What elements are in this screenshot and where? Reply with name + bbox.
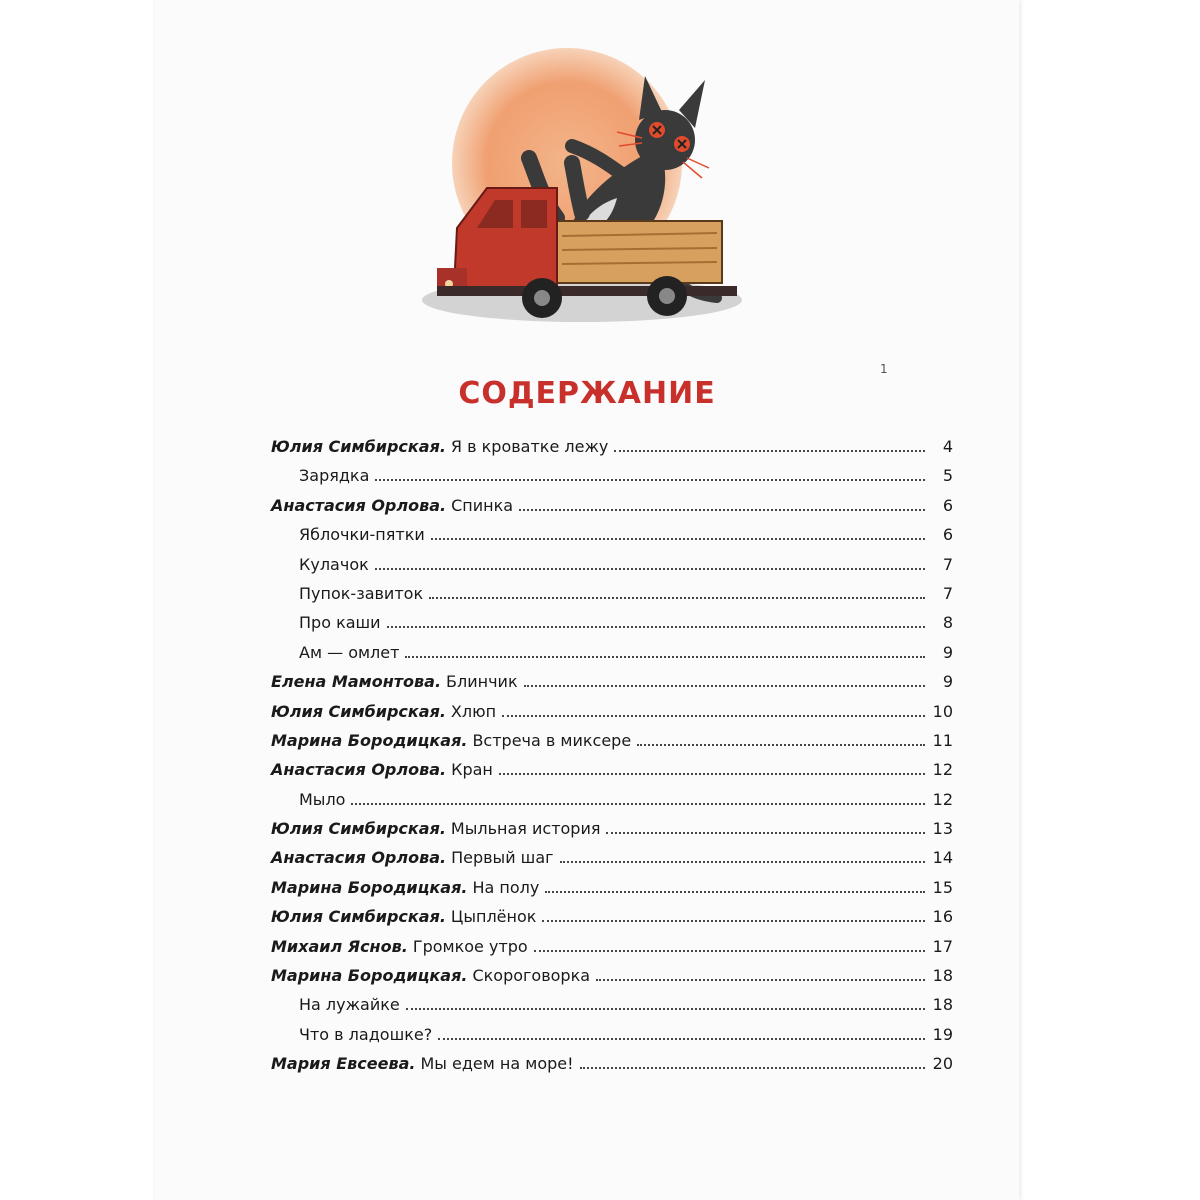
dot-leader (405, 656, 925, 658)
toc-page-number: 12 (932, 760, 953, 780)
toc-entry (271, 966, 953, 995)
toc-author: Марина Бородицкая. (271, 877, 468, 897)
toc-author: Мария Евсеева. (271, 1054, 416, 1074)
toc-entry (271, 937, 953, 966)
page-marker: 1 (880, 362, 888, 376)
dot-leader (351, 803, 925, 805)
dot-leader (596, 979, 925, 981)
toc-page-number: 7 (942, 554, 953, 574)
toc-entry-title: Громкое утро (412, 936, 528, 956)
toc-entry-title: Цыплёнок (450, 907, 537, 927)
toc-entry-title: Я в кроватке лежу (450, 437, 609, 456)
dot-leader (614, 450, 925, 452)
toc-entry-title: Кулачок (299, 554, 369, 574)
toc-entry (271, 525, 953, 554)
toc-entry-title: Скороговорка (472, 966, 591, 986)
toc-author: Елена Мамонтова. (271, 672, 442, 692)
toc-page-number: 6 (942, 495, 953, 515)
toc-entry-title: Кран (451, 760, 493, 780)
toc-entry (271, 907, 953, 936)
dot-leader (502, 715, 925, 717)
toc-page-number: 20 (932, 1054, 953, 1074)
toc-entry (271, 760, 953, 789)
toc-author: Юлия Симбирская. (271, 437, 446, 456)
toc-page-number: 16 (932, 907, 953, 927)
dot-leader (524, 685, 925, 687)
toc-page-number: 4 (942, 437, 953, 456)
dot-leader (438, 1038, 925, 1040)
toc-entry (271, 643, 953, 672)
toc-page-number: 18 (932, 995, 953, 1015)
dot-leader (499, 773, 925, 775)
toc-page-number: 13 (932, 819, 953, 839)
toc-page-number: 10 (932, 701, 953, 721)
toc-entry-title: Хлюп (450, 701, 497, 721)
cat-in-truck-illustration (417, 28, 747, 328)
toc-author: Марина Бородицкая. (271, 966, 468, 986)
toc-entry-title: Мы едем на море! (420, 1054, 574, 1074)
dot-leader (406, 1008, 925, 1010)
toc-author: Юлия Симбирская. (271, 701, 446, 721)
dot-leader (542, 920, 925, 922)
toc-entry-title: Встреча в миксере (472, 730, 632, 750)
dot-leader (375, 568, 925, 570)
toc-author: Анастасия Орлова. (271, 760, 447, 780)
toc-page-number: 18 (932, 966, 953, 986)
toc-entry (271, 878, 953, 907)
toc-page-number: 17 (932, 936, 953, 956)
toc-author: Анастасия Орлова. (271, 848, 447, 868)
toc-entry-title: Спинка (451, 495, 514, 515)
toc-entry (271, 555, 953, 584)
toc-entry-title: Мыло (299, 789, 346, 809)
dot-leader (431, 538, 925, 540)
dot-leader (637, 744, 925, 746)
toc-entry (271, 584, 953, 613)
toc-author: Юлия Симбирская. (271, 819, 446, 839)
toc-page-number: 7 (942, 583, 953, 603)
toc-entry (271, 731, 953, 760)
toc-entry-title: Что в ладошке? (299, 1024, 433, 1044)
toc-entry (271, 1054, 953, 1083)
toc-entry-title: Ам — омлет (299, 642, 400, 662)
dot-leader (534, 950, 925, 952)
toc-entry-title: Пупок-завиток (299, 583, 424, 603)
toc-entry-title: Мыльная история (450, 819, 601, 839)
toc-entry (271, 848, 953, 877)
toc-author: Юлия Симбирская. (271, 907, 446, 927)
toc-page-number: 9 (942, 672, 953, 692)
toc-entry (271, 466, 953, 495)
toc-page-number: 19 (932, 1024, 953, 1044)
toc-author: Марина Бородицкая. (271, 730, 468, 750)
toc-page-number: 11 (932, 730, 953, 750)
toc-page-number: 12 (932, 789, 953, 809)
dot-leader (606, 832, 925, 834)
dot-leader (519, 509, 925, 511)
toc-entry (271, 496, 953, 525)
dot-leader (387, 626, 925, 628)
toc-entry (271, 672, 953, 701)
toc-entry-title: Первый шаг (451, 848, 554, 868)
toc-entry (271, 790, 953, 819)
toc-entry (271, 613, 953, 642)
toc-page-number: 14 (932, 848, 953, 868)
toc-entry-title: На лужайке (299, 995, 400, 1015)
toc-entry-title: Блинчик (446, 672, 518, 692)
toc-entry-title: Зарядка (299, 466, 370, 486)
toc-entry (271, 702, 953, 731)
toc-entry (271, 1025, 953, 1054)
dot-leader (545, 891, 925, 893)
toc-entry (271, 995, 953, 1024)
toc-page-number: 5 (942, 466, 953, 486)
toc-entry (271, 437, 953, 466)
toc-entry-title: На полу (472, 877, 540, 897)
toc-page-number: 6 (942, 525, 953, 545)
toc-entry-title: Про каши (299, 613, 381, 633)
dot-leader (580, 1067, 925, 1069)
toc-author: Анастасия Орлова. (271, 495, 447, 515)
toc-page-number: 8 (942, 613, 953, 633)
toc-page-number: 9 (942, 642, 953, 662)
dot-leader (560, 861, 925, 863)
toc-entry-title: Яблочки-пятки (299, 525, 425, 545)
dot-leader (375, 479, 925, 481)
toc-page-number: 15 (932, 877, 953, 897)
table-of-contents (271, 437, 953, 1084)
toc-entry (271, 819, 953, 848)
toc-author: Михаил Яснов. (271, 936, 408, 956)
book-page (155, 0, 1019, 1200)
dot-leader (429, 597, 925, 599)
toc-title: СОДЕРЖАНИЕ (458, 376, 716, 411)
